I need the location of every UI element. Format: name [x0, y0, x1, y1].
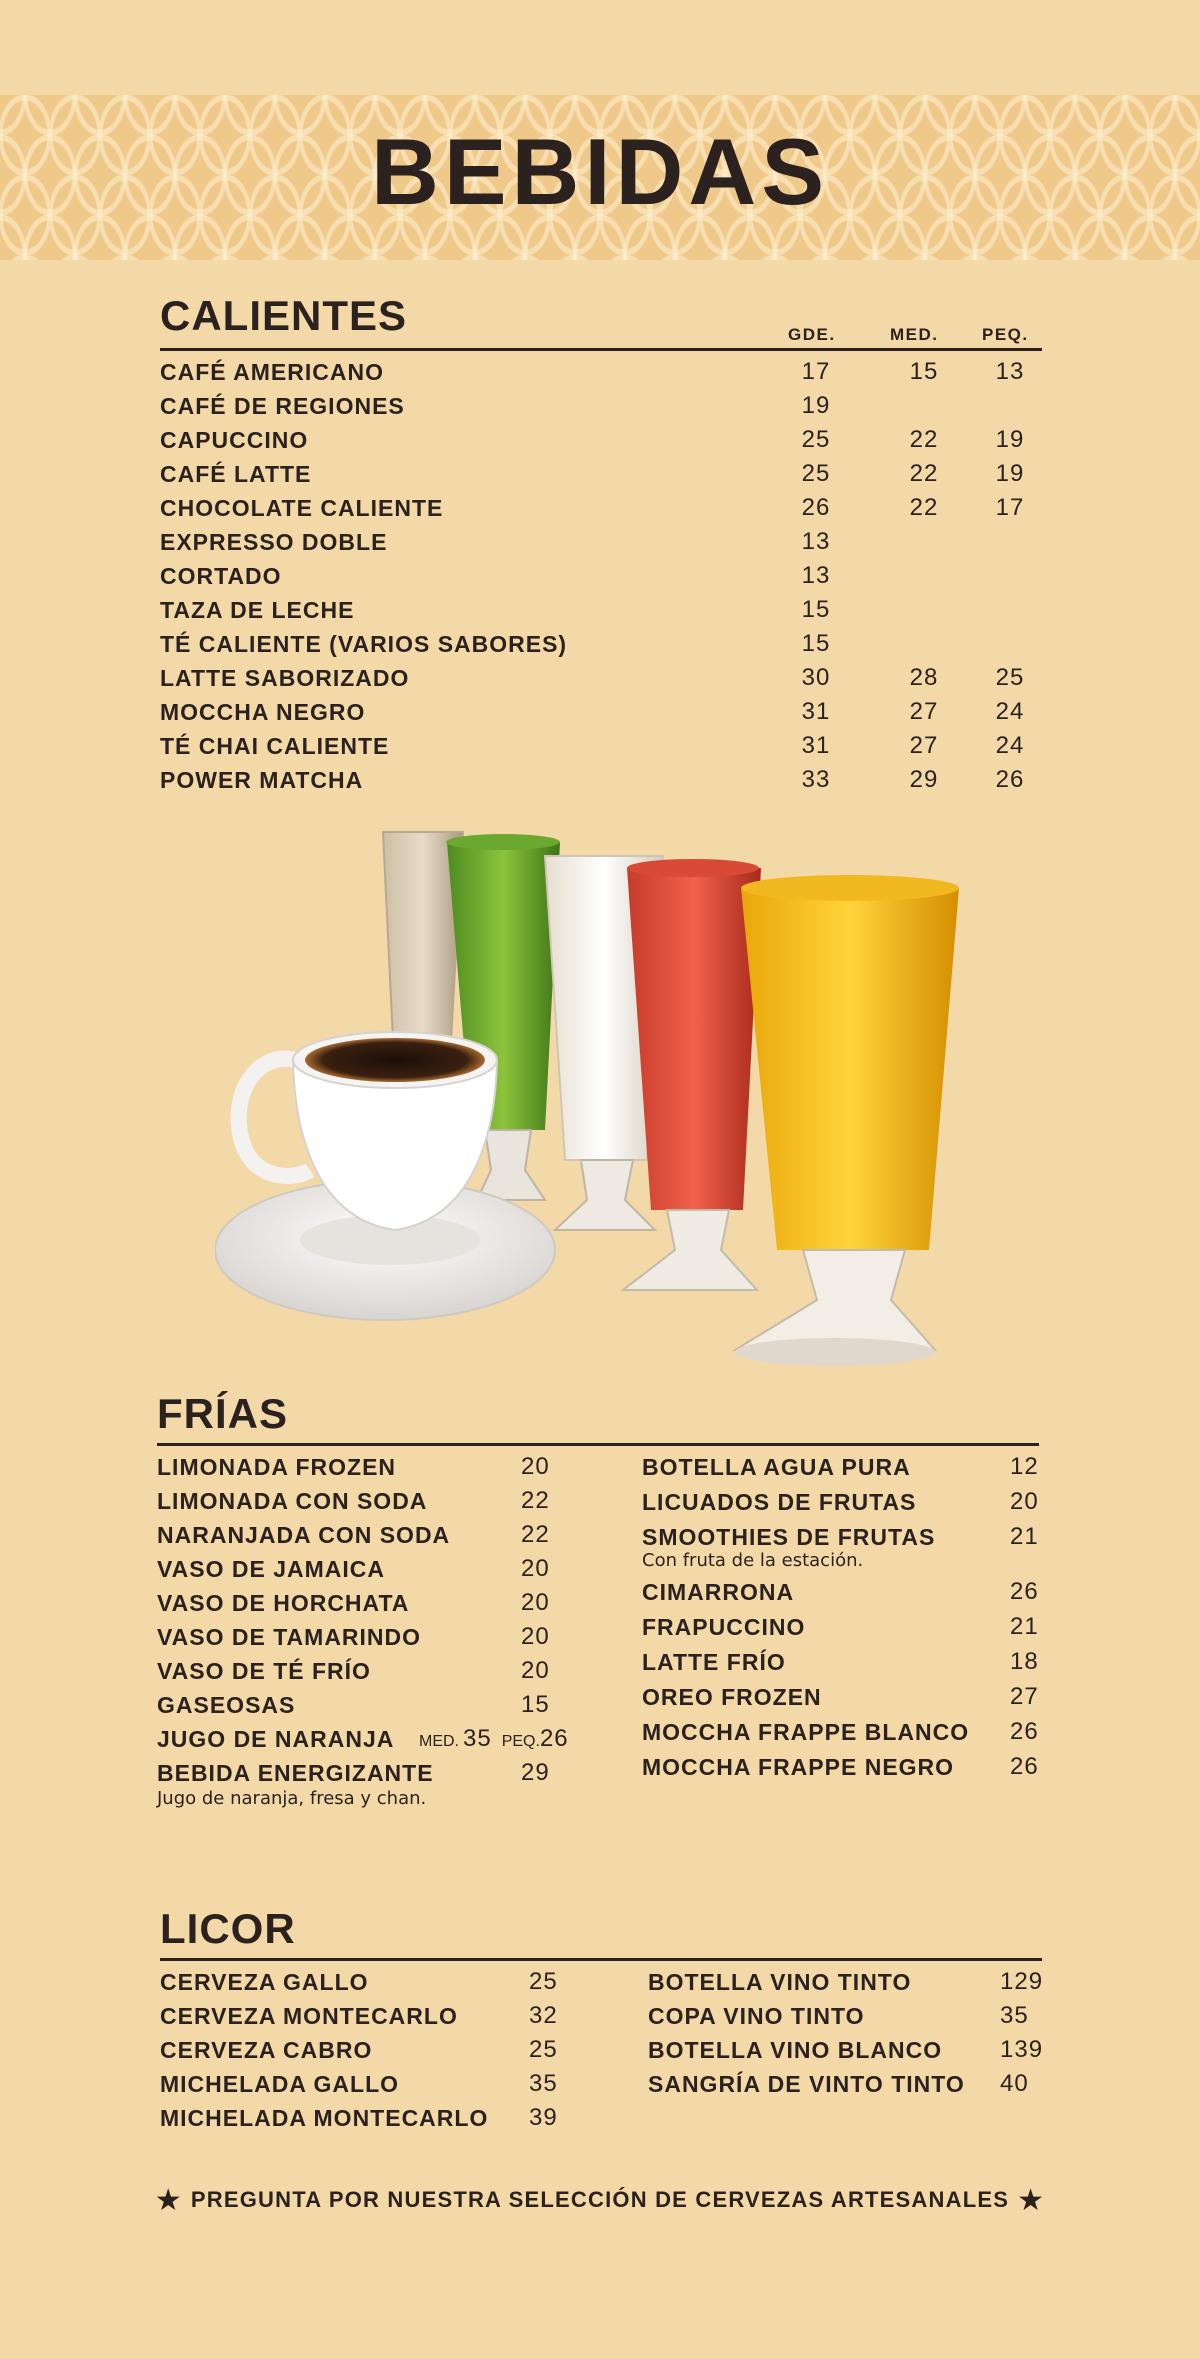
price-peq: 26: [539, 1725, 569, 1752]
price-gde: 15: [801, 630, 831, 657]
item-name: BEBIDA ENERGIZANTE: [157, 1760, 434, 1786]
price-peq: 19: [995, 426, 1025, 453]
item-name: TAZA DE LECHE: [160, 597, 355, 623]
menu-item: [160, 2035, 580, 2069]
item-name: BOTELLA VINO TINTO: [648, 1969, 912, 1995]
item-price: 21: [1010, 1613, 1039, 1640]
item-name: GASEOSAS: [157, 1692, 296, 1718]
col-head-gde: GDE.: [788, 325, 836, 344]
item-price: 20: [521, 1657, 550, 1684]
calientes-rule: [160, 348, 1042, 351]
price-med: 27: [909, 732, 939, 759]
item-name: CORTADO: [160, 563, 282, 589]
star-icon: ★: [154, 2184, 183, 2217]
footer-text: PREGUNTA POR NUESTRA SELECCIÓN DE CERVEZAS ARTESANALES: [190, 2187, 1010, 2212]
menu-item: [160, 561, 1060, 595]
item-name: CERVEZA MONTECARLO: [160, 2003, 458, 2029]
menu-item: [157, 1520, 597, 1554]
item-price: 25: [529, 2036, 558, 2063]
item-price: 20: [521, 1453, 550, 1480]
item-name: VASO DE TÉ FRÍO: [157, 1658, 371, 1684]
menu-item: [160, 527, 1060, 561]
menu-item: [648, 2035, 1058, 2069]
item-name: MOCCHA FRAPPE BLANCO: [642, 1719, 970, 1745]
menu-item: [157, 1554, 597, 1588]
price-med: 27: [909, 698, 939, 725]
item-price: 20: [521, 1555, 550, 1582]
item-name: LATTE SABORIZADO: [160, 665, 410, 691]
item-name: CAFÉ DE REGIONES: [160, 393, 405, 419]
item-name: LICUADOS DE FRUTAS: [642, 1489, 917, 1515]
menu-item: [157, 1758, 597, 1809]
section-title-licor: LICOR: [160, 1905, 296, 1952]
menu-item: [157, 1656, 597, 1690]
item-price: 20: [1010, 1488, 1039, 1515]
menu-item: [648, 2069, 1058, 2103]
item-name: CIMARRONA: [642, 1579, 795, 1605]
menu-item: [157, 1452, 597, 1486]
col-head-peq: PEQ.: [982, 325, 1029, 344]
price-gde: 19: [801, 392, 831, 419]
section-title-frias: FRÍAS: [157, 1390, 288, 1437]
price-gde: 31: [801, 698, 831, 725]
item-price: 27: [1010, 1683, 1039, 1710]
menu-item: [642, 1522, 1052, 1571]
price-med: 22: [909, 460, 939, 487]
price-med: 22: [909, 426, 939, 453]
item-name: EXPRESSO DOBLE: [160, 529, 388, 555]
item-name: CERVEZA GALLO: [160, 1969, 369, 1995]
item-price: 15: [521, 1691, 550, 1718]
menu-item: [160, 2069, 580, 2103]
price-peq: 24: [995, 732, 1025, 759]
price-peq: 13: [995, 358, 1025, 385]
item-price: 129: [1000, 1968, 1044, 1995]
item-name: LIMONADA CON SODA: [157, 1488, 428, 1514]
item-price: 35: [529, 2070, 558, 2097]
menu-item: [160, 425, 1060, 459]
licor-rule: [160, 1958, 1042, 1961]
item-name: NARANJADA CON SODA: [157, 1522, 451, 1548]
menu-item: [648, 1967, 1058, 2001]
price-gde: 33: [801, 766, 831, 793]
price-med: 15: [909, 358, 939, 385]
item-name: MOCCHA FRAPPE NEGRO: [642, 1754, 955, 1780]
item-price: 12: [1010, 1453, 1039, 1480]
item-name: OREO FROZEN: [642, 1684, 822, 1710]
menu-item: [642, 1752, 1052, 1786]
menu-item: [160, 731, 1060, 765]
item-name: VASO DE TAMARINDO: [157, 1624, 422, 1650]
col-head-med: MED.: [890, 325, 939, 344]
price-med: 35: [463, 1725, 492, 1752]
item-price: 20: [521, 1589, 550, 1616]
menu-item: [160, 595, 1060, 629]
item-price: 26: [1010, 1753, 1039, 1780]
price-med: 28: [909, 664, 939, 691]
menu-item: [642, 1487, 1052, 1521]
menu-item: [642, 1717, 1052, 1751]
menu-item: [160, 391, 1060, 425]
price-med: 29: [909, 766, 939, 793]
menu-item: [157, 1486, 597, 1520]
footer-note: [0, 2183, 1200, 2218]
price-gde: 30: [801, 664, 831, 691]
price-med: 22: [909, 494, 939, 521]
price-peq: 26: [995, 766, 1025, 793]
price-gde: 31: [801, 732, 831, 759]
item-price: 22: [521, 1487, 550, 1514]
menu-item: [160, 629, 1060, 663]
page-title: BEBIDAS: [370, 119, 830, 224]
item-note: Jugo de naranja, fresa y chan.: [157, 1788, 427, 1809]
item-name: MICHELADA GALLO: [160, 2071, 400, 2097]
item-name: CERVEZA CABRO: [160, 2037, 373, 2063]
menu-item: [160, 357, 1060, 391]
price-peq: 24: [995, 698, 1025, 725]
menu-item: [160, 2103, 580, 2137]
item-name: POWER MATCHA: [160, 767, 364, 793]
frias-rule: [157, 1443, 1039, 1446]
item-name: TÉ CHAI CALIENTE: [160, 733, 390, 759]
item-note: Con fruta de la estación.: [642, 1550, 864, 1571]
item-name: TÉ CALIENTE (VARIOS SABORES): [160, 631, 568, 657]
menu-item: [642, 1452, 1052, 1486]
menu-item: [160, 2001, 580, 2035]
price-gde: 15: [801, 596, 831, 623]
item-name: CHOCOLATE CALIENTE: [160, 495, 444, 521]
item-price: 20: [521, 1623, 550, 1650]
price-gde: 13: [801, 562, 831, 589]
item-name: LATTE FRÍO: [642, 1649, 786, 1675]
menu-item: [160, 765, 1060, 799]
item-price: 22: [521, 1521, 550, 1548]
price-gde: 17: [801, 358, 831, 385]
price-peq: 17: [995, 494, 1025, 521]
menu-item: [642, 1577, 1052, 1611]
menu-item: [157, 1622, 597, 1656]
menu-item: [648, 2001, 1058, 2035]
price-gde: 13: [801, 528, 831, 555]
item-name: FRAPUCCINO: [642, 1614, 806, 1640]
item-name: BOTELLA AGUA PURA: [642, 1454, 911, 1480]
size-label-peq: PEQ.: [501, 1733, 540, 1750]
item-price: 25: [529, 1968, 558, 1995]
item-name: VASO DE JAMAICA: [157, 1556, 385, 1582]
item-name: CAFÉ AMERICANO: [160, 359, 384, 385]
menu-item: [157, 1724, 597, 1758]
item-price: 26: [1010, 1718, 1039, 1745]
item-price: 18: [1010, 1648, 1039, 1675]
item-name: CAFÉ LATTE: [160, 461, 312, 487]
menu-item: [160, 493, 1060, 527]
menu-item: [157, 1690, 597, 1724]
item-name: MOCCHA NEGRO: [160, 699, 366, 725]
item-name: COPA VINO TINTO: [648, 2003, 865, 2029]
drinks-photo: [215, 820, 975, 1380]
price-sizes: [419, 1724, 569, 1757]
menu-item: [642, 1647, 1052, 1681]
price-gde: 25: [801, 426, 831, 453]
item-price: 29: [521, 1759, 550, 1786]
menu-item: [642, 1612, 1052, 1646]
item-price: 39: [529, 2104, 558, 2131]
item-name: LIMONADA FROZEN: [157, 1454, 397, 1480]
item-price: 26: [1010, 1578, 1039, 1605]
menu-item: [642, 1682, 1052, 1716]
item-name: MICHELADA MONTECARLO: [160, 2105, 489, 2131]
menu-item: [160, 663, 1060, 697]
size-label-med: MED.: [419, 1733, 459, 1750]
price-peq: 19: [995, 460, 1025, 487]
item-price: 40: [1000, 2070, 1029, 2097]
item-name: SMOOTHIES DE FRUTAS: [642, 1524, 936, 1550]
item-name: JUGO DE NARANJA: [157, 1726, 395, 1752]
item-price: 35: [1000, 2002, 1029, 2029]
item-name: VASO DE HORCHATA: [157, 1590, 410, 1616]
item-price: 21: [1010, 1523, 1039, 1550]
menu-item: [160, 697, 1060, 731]
menu-item: [157, 1588, 597, 1622]
price-gde: 25: [801, 460, 831, 487]
item-price: 139: [1000, 2036, 1044, 2063]
price-peq: 25: [995, 664, 1025, 691]
section-title-calientes: CALIENTES: [160, 292, 408, 339]
item-name: SANGRÍA DE VINTO TINTO: [648, 2071, 965, 2097]
price-gde: 26: [801, 494, 831, 521]
item-name: BOTELLA VINO BLANCO: [648, 2037, 943, 2063]
menu-item: [160, 459, 1060, 493]
item-price: 32: [529, 2002, 558, 2029]
star-icon: ★: [1017, 2184, 1046, 2217]
menu-item: [160, 1967, 580, 2001]
item-name: CAPUCCINO: [160, 427, 309, 453]
